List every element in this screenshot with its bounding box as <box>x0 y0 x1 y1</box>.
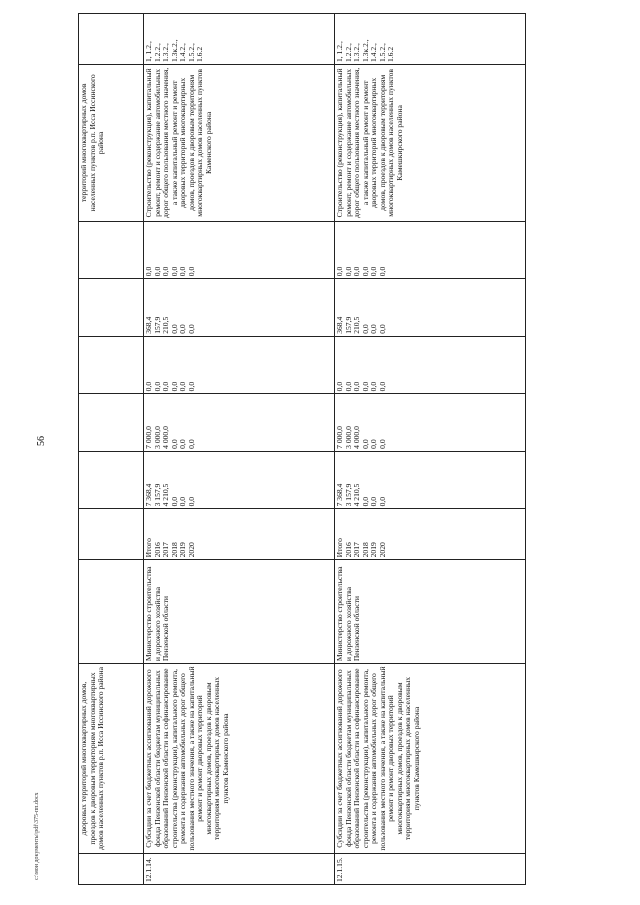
value: 4 000,0 <box>352 426 361 449</box>
cell-name: Субсидии за счет бюджетных ассигнований дорожного фонда Пензенской области бюджетам муниципальных образований Пензенской области на софинансирование строительства (реконструкции), капитального ремонта, ремонта и содержания автомобильных дорог общего пользования местного значения, а также на капитальный ремонт и ремонт дворовых территорий многоквартирных домов, проездов к дворовым территориям многоквартирных домов населенных пунктов Камешкирского района <box>335 664 526 854</box>
value: 0,0 <box>161 266 170 277</box>
value: 0,0 <box>186 266 196 277</box>
year-label: 2016 <box>343 542 353 558</box>
value: 0,0 <box>377 324 387 334</box>
cell-local <box>144 279 335 337</box>
value: 0,0 <box>369 324 378 334</box>
table-row <box>335 14 526 885</box>
cell-executor: Министерство строительства и дорожного хозяйства Пензенской области <box>144 560 335 664</box>
value: 0,0 <box>369 266 378 277</box>
cell-links <box>79 14 144 65</box>
value: 7 368,4 <box>144 483 153 507</box>
link-ref: 1.2.2., <box>152 43 162 63</box>
link-ref: 1.4.2., <box>178 43 187 63</box>
value: 4 000,0 <box>161 426 170 449</box>
value: 3 157,9 <box>152 483 162 507</box>
link-ref: 1, 1.2., <box>335 41 344 63</box>
link-ref: 1, 1.2., <box>144 41 153 63</box>
value: 0,0 <box>343 381 353 392</box>
cell-value <box>79 279 144 337</box>
cell-regional <box>144 394 335 452</box>
value: 0,0 <box>377 496 387 507</box>
value: 0,0 <box>377 381 387 392</box>
value: 0,0 <box>369 381 378 392</box>
cell-federal <box>335 336 526 394</box>
year-label: 2020 <box>377 542 387 558</box>
cell-name: Субсидии за счет бюджетных ассигнований дорожного фонда Пензенской области бюджетам муниципальных образований Пензенской области на софинансирование строительства (реконструкции), капитального ремонта, ремонта и содержания автомобильных дорог общего пользования местного значения, а также на капитальный ремонт и ремонт дворовых территорий многоквартирных домов, проездов к дворовым территориям многоквартирных домов населенных пунктов Каменского района <box>144 664 335 854</box>
year-label: 2018 <box>360 542 370 558</box>
value: 7 368,4 <box>335 483 344 507</box>
value: 210,5 <box>352 316 361 334</box>
value: 0,0 <box>169 496 179 507</box>
value: 0,0 <box>178 266 187 277</box>
cell-num: 12.1.14. <box>144 853 335 884</box>
cell-total <box>335 451 526 509</box>
year-label: 2019 <box>369 542 378 558</box>
rotated-page-content <box>78 13 598 885</box>
value: 210,5 <box>161 316 170 334</box>
value: 0,0 <box>186 324 196 334</box>
cell-years <box>335 509 526 560</box>
value: 0,0 <box>360 324 370 334</box>
value: 0,0 <box>186 496 196 507</box>
value: 0,0 <box>178 324 187 334</box>
value: 0,0 <box>144 266 153 277</box>
value: 3 157,9 <box>343 483 353 507</box>
year-label: 2017 <box>352 542 361 558</box>
value: 0,0 <box>377 439 387 449</box>
cell-local <box>335 279 526 337</box>
table-row <box>144 14 335 885</box>
value: 4 210,5 <box>352 483 361 507</box>
cell-executor <box>79 560 144 664</box>
cell-num: 12.1.15. <box>335 853 526 884</box>
value: 3 000,0 <box>343 426 353 449</box>
value: 0,0 <box>360 439 370 449</box>
link-ref: 1.6.2 <box>386 46 395 63</box>
cell-federal <box>144 336 335 394</box>
value: 0,0 <box>186 381 196 392</box>
cell-value <box>79 221 144 279</box>
value: 0,0 <box>152 266 162 277</box>
value: 368,4 <box>335 316 344 334</box>
cell-links <box>144 14 335 65</box>
value: 7 000,0 <box>144 426 153 449</box>
cell-value <box>79 451 144 509</box>
value: 0,0 <box>352 381 361 392</box>
year-label: 2020 <box>186 542 196 558</box>
year-label: 2019 <box>178 542 187 558</box>
value: 0,0 <box>360 266 370 277</box>
value: 0,0 <box>360 496 370 507</box>
link-ref: 1.3к.2., <box>360 39 370 63</box>
cell-regional <box>335 394 526 452</box>
cell-result: территорий многоквартирных домов населенных пунктов р.п. Исса Иссинского района <box>79 65 144 222</box>
value: 157,9 <box>343 316 353 334</box>
footer-file-path: c:\мои документы\pdf\375-пп.docx <box>34 792 40 880</box>
cell-total <box>144 451 335 509</box>
link-ref: 1.6.2 <box>195 46 204 63</box>
value: 0,0 <box>144 381 153 392</box>
value: 0,0 <box>169 439 179 449</box>
value: 4 210,5 <box>161 483 170 507</box>
value: 0,0 <box>377 266 387 277</box>
link-ref: 1.5.2., <box>186 43 196 63</box>
cell-value <box>79 394 144 452</box>
value: 0,0 <box>335 381 344 392</box>
cell-other <box>335 221 526 279</box>
cell-value <box>79 336 144 394</box>
value: 0,0 <box>178 381 187 392</box>
year-label: 2016 <box>152 542 162 558</box>
cell-links <box>335 14 526 65</box>
year-label: Итого <box>335 538 344 558</box>
cell-name: дворовых территорий многоквартирных домов, проездов к дворовым территориям многоквартирных домов населенных пунктов р.п. Исса Иссинского района <box>79 664 144 854</box>
cell-result: Строительство (реконструкция), капитальный ремонт, ремонт и содержание автомобильных дорог общего пользования местного значения, а также капитальный ремонт и ремонт дворовых территорий многоквартирных домов, проездов к дворовым территориям многоквартирных домов населенных пунктов Каменского района <box>144 65 335 222</box>
cell-years <box>144 509 335 560</box>
cell-result: Строительство (реконструкция), капитальный ремонт, ремонт и содержание автомобильных дорог общего пользования местного значения, а также капитальный ремонт и ремонт дворовых территорий многоквартирных домов, проездов к дворовым территориям многоквартирных домов населенных пунктов Камешкирского района <box>335 65 526 222</box>
cell-year <box>79 509 144 560</box>
program-table <box>78 13 526 885</box>
value: 0,0 <box>343 266 353 277</box>
value: 0,0 <box>369 496 378 507</box>
cell-num <box>79 853 144 884</box>
link-ref: 1.2.2., <box>343 43 353 63</box>
value: 0,0 <box>369 439 378 449</box>
value: 3 000,0 <box>152 426 162 449</box>
value: 0,0 <box>178 496 187 507</box>
value: 7 000,0 <box>335 426 344 449</box>
year-label: Итого <box>144 538 153 558</box>
cell-other <box>144 221 335 279</box>
value: 0,0 <box>352 266 361 277</box>
value: 0,0 <box>169 324 179 334</box>
table-row-continuation <box>79 14 144 885</box>
year-label: 2018 <box>169 542 179 558</box>
link-ref: 1.3.2., <box>161 43 170 63</box>
value: 0,0 <box>178 439 187 449</box>
link-ref: 1.3.2., <box>352 43 361 63</box>
value: 0,0 <box>161 381 170 392</box>
link-ref: 1.5.2., <box>377 43 387 63</box>
value: 157,9 <box>152 316 162 334</box>
cell-executor: Министерство строительства и дорожного хозяйства Пензенской области <box>335 560 526 664</box>
value: 0,0 <box>335 266 344 277</box>
value: 368,4 <box>144 316 153 334</box>
link-ref: 1.4.2., <box>369 43 378 63</box>
year-label: 2017 <box>161 542 170 558</box>
value: 0,0 <box>169 381 179 392</box>
value: 0,0 <box>152 381 162 392</box>
page-number: 56 <box>36 436 47 446</box>
value: 0,0 <box>169 266 179 277</box>
value: 0,0 <box>186 439 196 449</box>
value: 0,0 <box>360 381 370 392</box>
link-ref: 1.3к.2., <box>169 39 179 63</box>
